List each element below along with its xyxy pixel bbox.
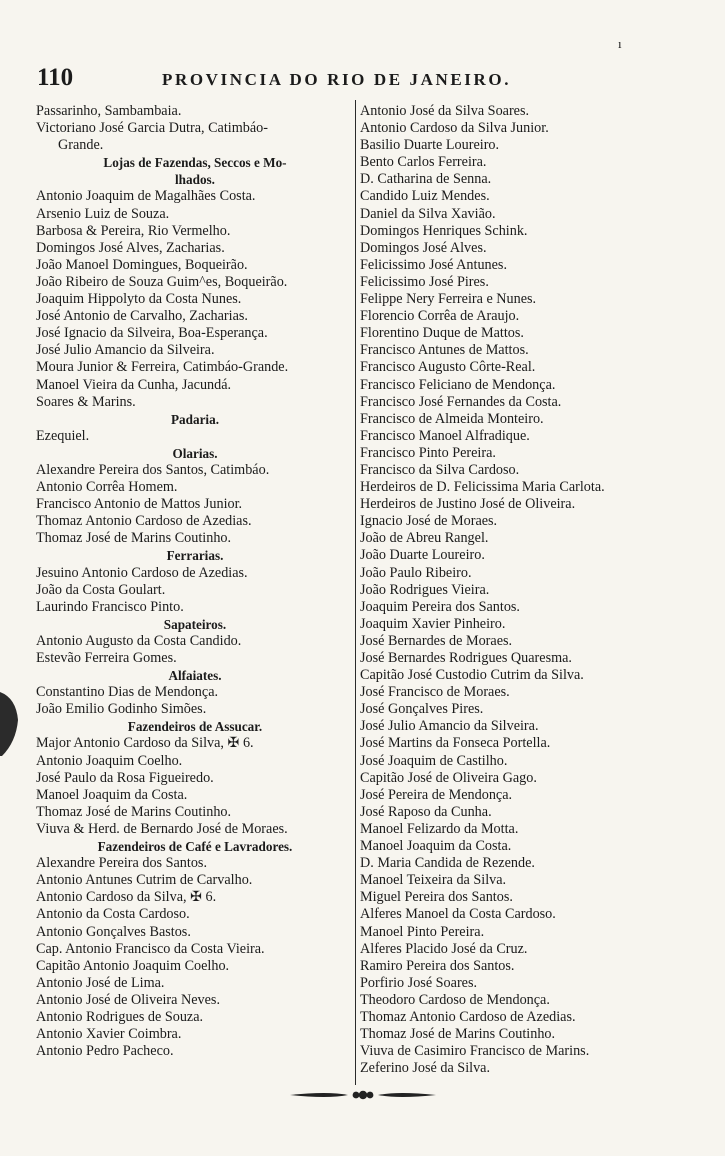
list-entry: Florentino Duque de Mattos. (360, 325, 524, 342)
list-entry: Francisco José Fernandes da Costa. (360, 393, 562, 410)
left-column (36, 103, 354, 1060)
list-entry: João da Costa Goulart. (36, 581, 166, 598)
corner-mark: ı (618, 36, 622, 51)
list-entry: Florencio Corrêa de Araujo. (360, 308, 520, 325)
list-entry: Thomaz José de Marins Coutinho. (36, 530, 232, 547)
list-entry: Capitão Antonio Joaquim Coelho. (36, 957, 230, 974)
entry-continuation: Grande. (58, 137, 104, 154)
section-heading: Fazendeiros de Assucar. (127, 719, 263, 735)
end-ornament (288, 1088, 438, 1102)
list-entry: Domingos Henriques Schink. (360, 222, 528, 239)
list-entry: Zeferino José da Silva. (360, 1060, 491, 1077)
list-entry: Alferes Manoel da Costa Cardoso. (360, 906, 556, 923)
list-entry: Viuva & Herd. de Bernardo José de Moraes. (36, 820, 288, 837)
list-entry: Herdeiros de Justino José de Oliveira. (360, 496, 576, 513)
list-entry: Major Antonio Cardoso da Silva, ✠ 6. (36, 735, 254, 752)
list-entry: Domingos José Alves, Zacharias. (36, 239, 225, 256)
section-heading: Sapateiros. (163, 616, 227, 632)
list-entry: Antonio Cardoso da Silva, ✠ 6. (36, 889, 217, 906)
list-entry: Joaquim Xavier Pinheiro. (360, 615, 506, 632)
list-entry: Ramiro Pereira dos Santos. (360, 957, 515, 974)
list-entry: Manoel Vieira da Cunha, Jacundá. (36, 376, 232, 393)
list-entry: Thomaz Antonio Cardoso de Azedias. (360, 1008, 576, 1025)
list-entry: José Martins da Fonseca Portella. (360, 735, 551, 752)
list-entry: Ezequiel. (36, 427, 90, 444)
list-entry: D. Maria Candida de Rezende. (360, 855, 535, 872)
section-heading: Olarias. (172, 445, 218, 461)
section-heading: Fazendeiros de Café e Lavradores. (97, 839, 293, 855)
list-entry: João Paulo Ribeiro. (360, 564, 472, 581)
list-entry: Herdeiros de D. Felicissima Maria Carlota. (360, 479, 605, 496)
list-entry: Francisco Antunes de Mattos. (360, 342, 529, 359)
list-entry: Jesuino Antonio Cardoso de Azedias. (36, 564, 248, 581)
list-entry: Alexandre Pereira dos Santos, Catimbáo. (36, 461, 270, 478)
list-entry: José Bernardes Rodrigues Quaresma. (360, 650, 572, 666)
list-entry: João Duarte Loureiro. (360, 547, 485, 564)
list-entry: João Rodrigues Vieira. (360, 581, 490, 598)
list-entry: João de Abreu Rangel. (360, 530, 489, 547)
list-entry: Antonio Joaquim Coelho. (36, 752, 183, 769)
list-entry: José Francisco de Moraes. (360, 684, 510, 701)
list-entry: João Emilio Godinho Simões. (36, 701, 207, 718)
list-entry: José Bernardes de Moraes. (360, 632, 513, 649)
list-entry: Antonio José de Oliveira Neves. (36, 991, 221, 1008)
list-entry: Felippe Nery Ferreira e Nunes. (360, 291, 537, 308)
list-entry: Antonio Augusto da Costa Candido. (36, 632, 242, 649)
list-entry: Antonio Rodrigues de Souza. (36, 1008, 204, 1025)
list-entry: Francisco da Silva Cardoso. (360, 461, 520, 478)
list-entry: Basilio Duarte Loureiro. (360, 137, 500, 154)
list-entry: Laurindo Francisco Pinto. (36, 598, 184, 615)
list-entry: D. Catharina de Senna. (360, 171, 492, 188)
list-entry: José Joaquim de Castilho. (360, 752, 508, 769)
list-entry: Antonio Xavier Coimbra. (36, 1026, 182, 1043)
list-entry: Arsenio Luiz de Souza. (36, 205, 170, 222)
list-entry: Soares & Marins. (36, 393, 136, 410)
list-entry: Candido Luiz Mendes. (360, 188, 490, 205)
list-entry: Antonio Pedro Pacheco. (36, 1043, 174, 1060)
list-entry: Antonio Corrêa Homem. (36, 479, 178, 496)
list-entry: Thomaz José de Marins Coutinho. (36, 803, 232, 820)
list-entry: Estevão Ferreira Gomes. (36, 650, 177, 666)
list-entry: Moura Junior & Ferreira, Catimbáo-Grande. (36, 359, 289, 376)
list-entry: Domingos José Alves. (360, 239, 487, 256)
page-edge-blot (0, 690, 20, 760)
list-entry: Manoel Joaquim da Costa. (36, 786, 188, 803)
list-entry: Victoriano José Garcia Dutra, Catimbáo- (36, 120, 268, 137)
list-entry: Antonio Cardoso da Silva Junior. (360, 120, 549, 137)
list-entry: Constantino Dias de Mendonça. (36, 684, 219, 701)
list-entry: José Ignacio da Silveira, Boa-Esperança. (36, 325, 268, 342)
list-entry: Alexandre Pereira dos Santos. (36, 855, 207, 872)
list-entry: João Manoel Domingues, Boqueirão. (36, 256, 248, 273)
list-entry: Passarinho, Sambambaia. (36, 103, 182, 119)
column-rule (355, 100, 356, 1085)
list-entry: Francisco Feliciano de Mendonça. (360, 376, 556, 393)
list-entry: Francisco Augusto Côrte-Real. (360, 359, 536, 376)
running-head: PROVINCIA DO RIO DE JANEIRO. (162, 70, 512, 89)
list-entry: João Ribeiro de Souza Guim^es, Boqueirão. (36, 273, 288, 290)
list-entry: Thomaz José de Marins Coutinho. (360, 1026, 556, 1043)
list-entry: José Pereira de Mendonça. (360, 786, 513, 803)
list-entry: Francisco Pinto Pereira. (360, 444, 496, 461)
page-number: 110 (37, 64, 74, 91)
section-heading: lhados. (175, 172, 215, 188)
list-entry: Capitão José Custodio Cutrim da Silva. (360, 667, 584, 684)
list-entry: Manoel Teixeira da Silva. (360, 872, 507, 889)
list-entry: Joaquim Hippolyto da Costa Nunes. (36, 291, 242, 308)
list-entry: Bento Carlos Ferreira. (360, 154, 487, 171)
list-entry: Daniel da Silva Xavião. (360, 205, 496, 222)
list-entry: Ignacio José de Moraes. (360, 513, 498, 530)
list-entry: Antonio Antunes Cutrim de Carvalho. (36, 872, 253, 889)
list-entry: Joaquim Pereira dos Santos. (360, 598, 520, 615)
list-entry: José Raposo da Cunha. (360, 803, 492, 820)
list-entry: Felicissimo José Pires. (360, 273, 489, 290)
list-entry: José Paulo da Rosa Figueiredo. (36, 769, 214, 786)
list-entry: Porfirio José Soares. (360, 974, 478, 991)
list-entry: Theodoro Cardoso de Mendonça. (360, 991, 550, 1008)
list-entry: Felicissimo José Antunes. (360, 256, 508, 273)
list-entry: Manoel Pinto Pereira. (360, 923, 485, 940)
section-heading: Alfaiates. (168, 668, 222, 684)
list-entry: Viuva de Casimiro Francisco de Marins. (360, 1043, 590, 1060)
list-entry: Francisco de Almeida Monteiro. (360, 410, 544, 427)
list-entry: Manoel Joaquim da Costa. (360, 838, 512, 855)
list-entry: Cap. Antonio Francisco da Costa Vieira. (36, 940, 265, 957)
list-entry: Antonio Gonçalves Bastos. (36, 923, 191, 940)
list-entry: Francisco Antonio de Mattos Junior. (36, 496, 243, 513)
list-entry: Antonio Joaquim de Magalhães Costa. (36, 188, 256, 205)
section-heading: Padaria. (171, 411, 219, 427)
list-entry: José Julio Amancio da Silveira. (360, 718, 539, 735)
list-entry: Barbosa & Pereira, Rio Vermelho. (36, 222, 231, 239)
list-entry: Miguel Pereira dos Santos. (360, 889, 513, 906)
list-entry: Capitão José de Oliveira Gago. (360, 769, 537, 786)
list-entry: José Antonio de Carvalho, Zacharias. (36, 308, 248, 325)
list-entry: Thomaz Antonio Cardoso de Azedias. (36, 513, 252, 530)
list-entry: José Gonçalves Pires. (360, 701, 484, 718)
list-entry: Antonio José da Silva Soares. (360, 103, 530, 119)
list-entry: Antonio José de Lima. (36, 974, 165, 991)
right-column (360, 103, 668, 1077)
list-entry: Alferes Placido José da Cruz. (360, 940, 528, 957)
list-entry: Manoel Felizardo da Motta. (360, 820, 519, 837)
section-heading: Lojas de Fazendas, Seccos e Mo- (103, 155, 287, 171)
list-entry: Francisco Manoel Alfradique. (360, 427, 530, 444)
list-entry: José Julio Amancio da Silveira. (36, 342, 215, 359)
list-entry: Antonio da Costa Cardoso. (36, 906, 190, 923)
section-heading: Ferrarias. (166, 548, 224, 564)
